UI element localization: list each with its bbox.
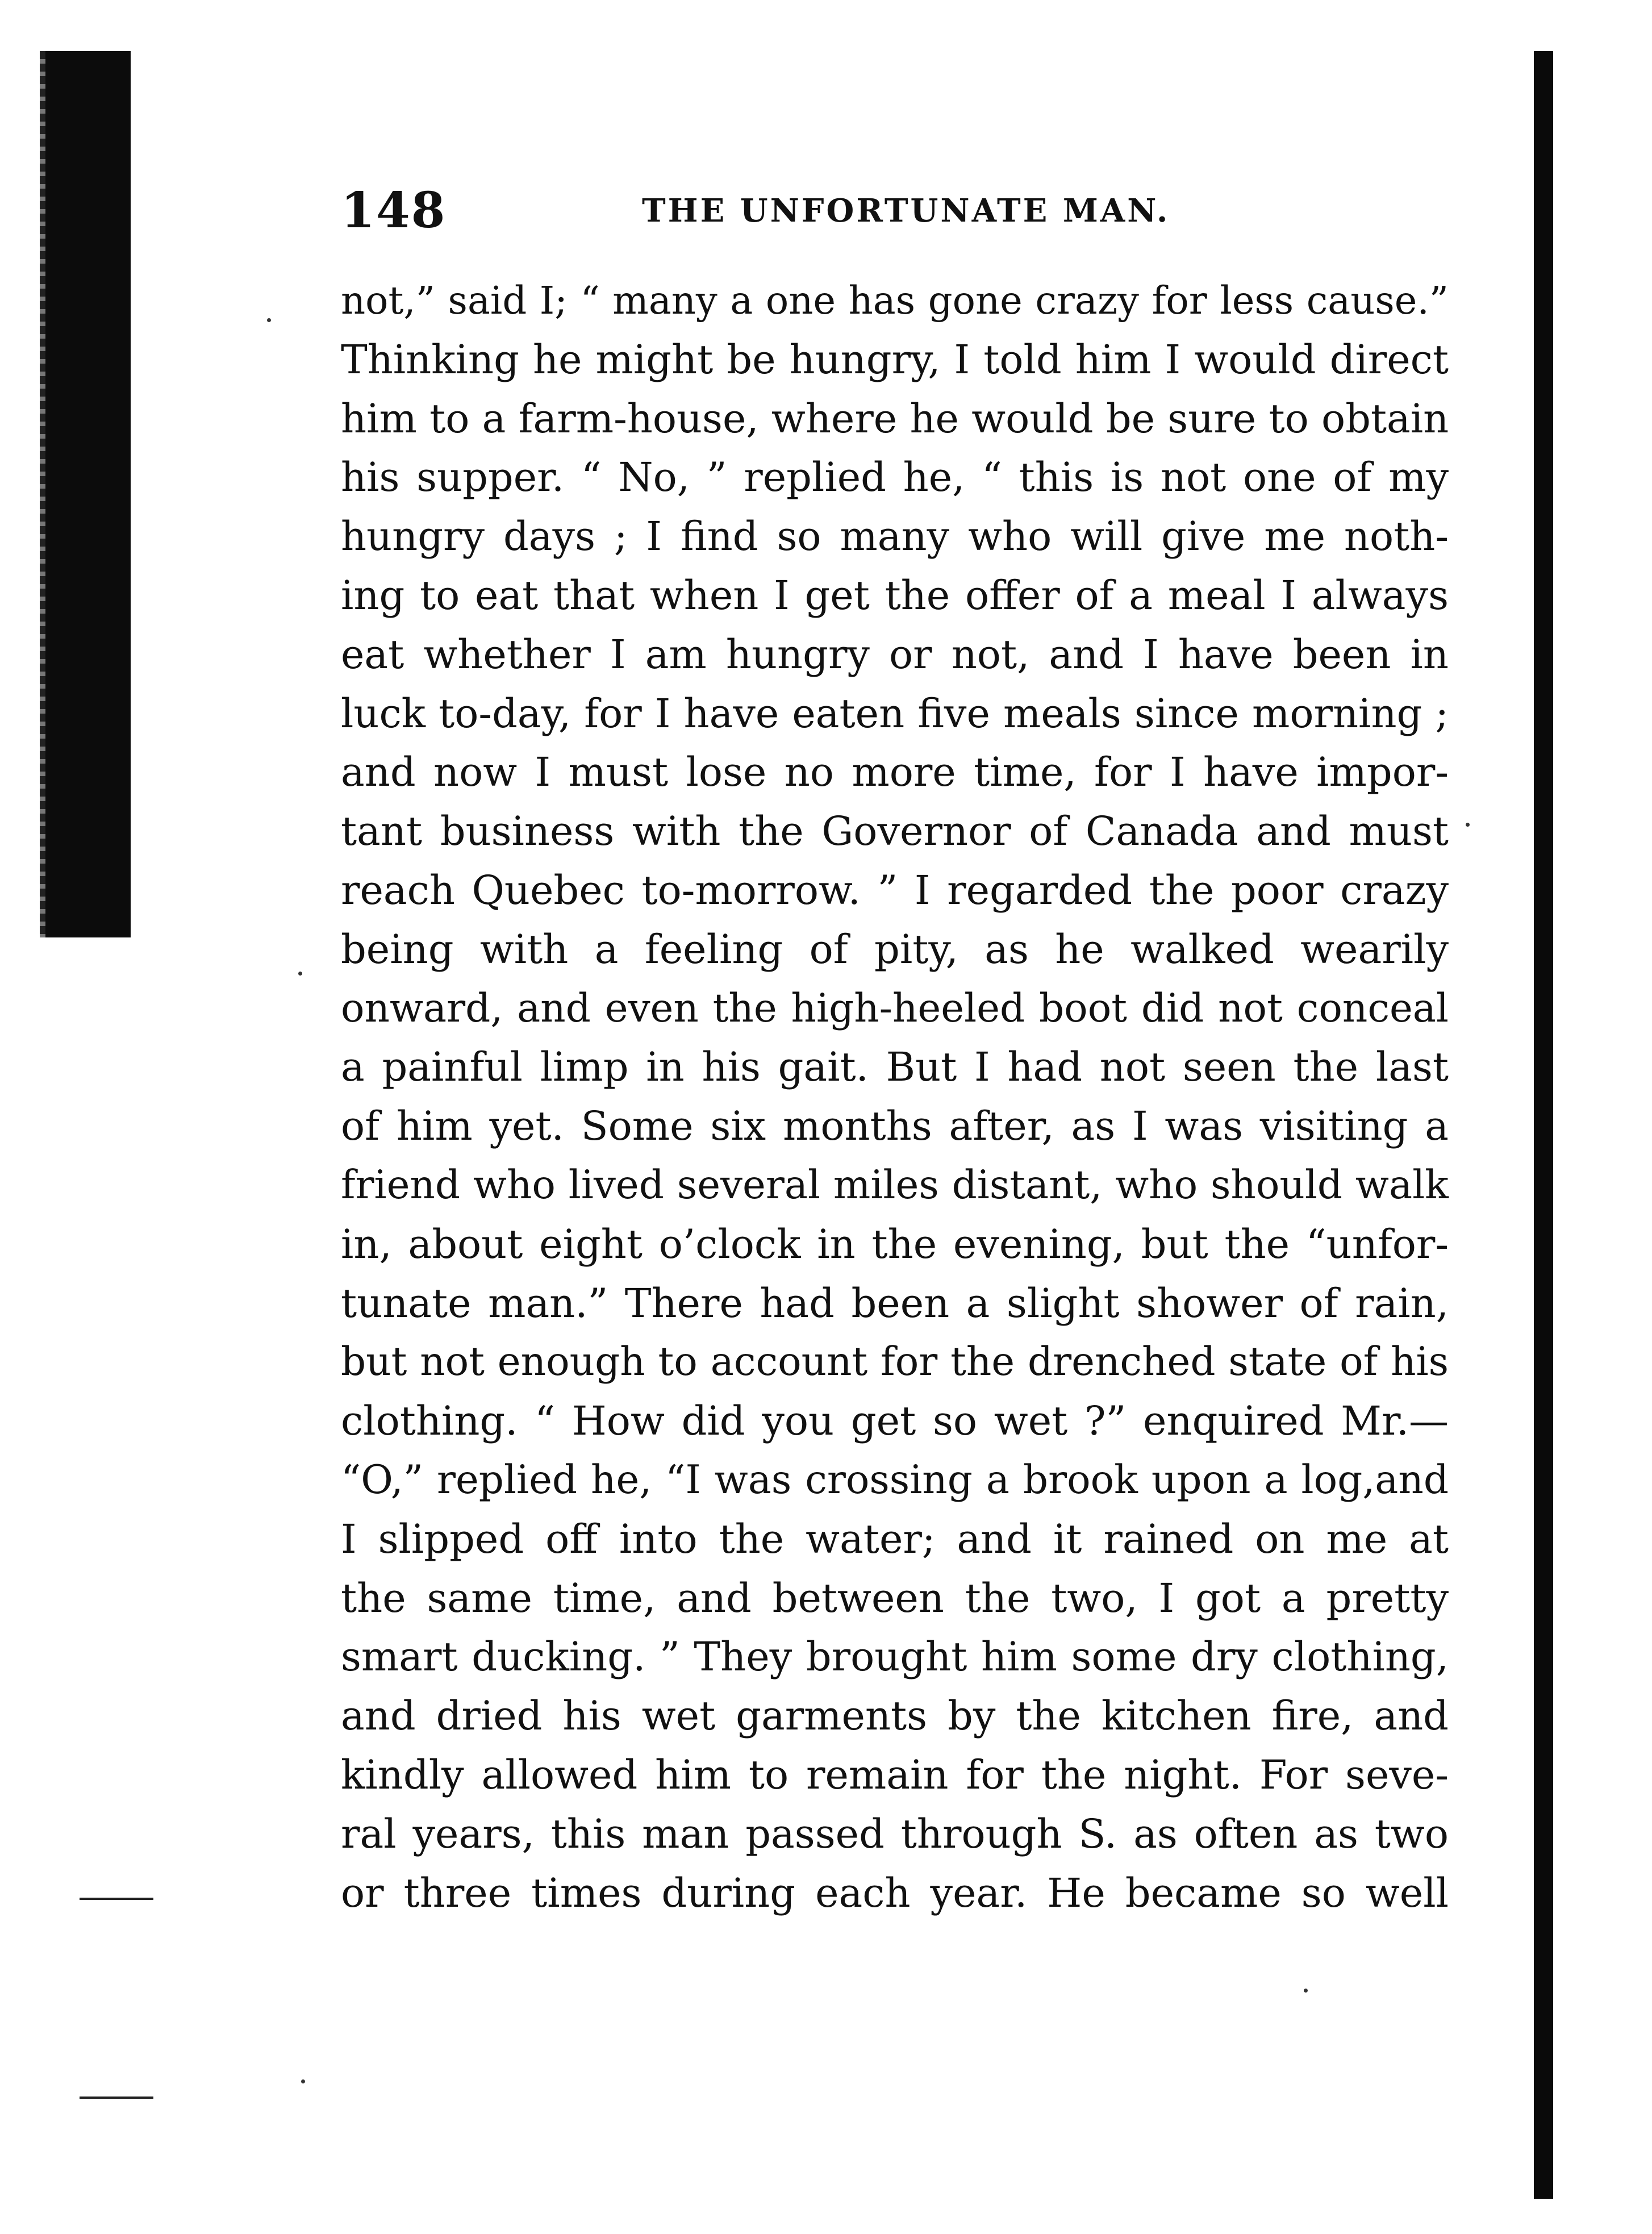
text-line: in, about eight o’clock in the evening, but the “unfor- (341, 1220, 1449, 1268)
text-line: clothing. “ How did you get so wet ?” enquired Mr.— (341, 1398, 1449, 1445)
page-number: 148 (341, 182, 447, 239)
text-line: tunate man.” There had been a slight shower of rain, (341, 1279, 1449, 1327)
text-line: onward, and even the high-heeled boot did not conceal (341, 985, 1449, 1031)
text-line: or three times during each year. He became so well (341, 1869, 1449, 1916)
text-line: of him yet. Some six months after, as I was visiting a (341, 1103, 1449, 1150)
scan-speck (267, 318, 271, 322)
text-line: not,” said I; “ many a one has gone crazy for less cause.” (341, 278, 1449, 323)
page-header (341, 182, 1363, 250)
text-line: but not enough to account for the drenched state of his (341, 1339, 1449, 1385)
margin-rule (80, 2097, 153, 2099)
running-head: THE UNFORTUNATE MAN. (642, 192, 1170, 230)
text-line: a painful limp in his gait. But I had not seen the last (341, 1044, 1449, 1091)
scan-speck (298, 972, 302, 976)
scan-speck (1466, 823, 1470, 827)
text-line: kindly allowed him to remain for the night. For seve- (341, 1751, 1449, 1798)
text-line: him to a farm-house, where he would be sure to obtain (341, 395, 1449, 442)
scan-edge-bar-left (45, 51, 131, 937)
text-line: smart ducking. ” They brought him some dry clothing, (341, 1633, 1449, 1681)
scan-speck (301, 2079, 305, 2083)
text-line: being with a feeling of pity, as he walked wearily (341, 926, 1449, 973)
text-line: luck to-day, for I have eaten five meals since morning ; (341, 690, 1449, 737)
text-line: and dried his wet garments by the kitchen fire, and (341, 1693, 1449, 1740)
text-line: eat whether I am hungry or not, and I have been in (341, 631, 1449, 678)
text-line: ral years, this man passed through S. as often as two (341, 1810, 1449, 1857)
scan-speck (1304, 1989, 1308, 1993)
body-text (341, 272, 1449, 1923)
text-line: hungry days ; I find so many who will give me noth- (341, 513, 1449, 560)
text-line: “O,” replied he, “I was crossing a brook upon a log,and (341, 1457, 1449, 1503)
text-line: ing to eat that when I get the offer of a meal I always (341, 572, 1449, 619)
text-line: Thinking he might be hungry, I told him I would direct (341, 336, 1449, 383)
text-line: friend who lived several miles distant, who should walk (341, 1162, 1449, 1208)
text-line: the same time, and between the two, I got a pretty (341, 1574, 1449, 1622)
margin-rule (80, 1898, 153, 1900)
text-line: I slipped off into the water; and it rained on me at (341, 1515, 1449, 1562)
text-line: his supper. “ No, ” replied he, “ this is not one of my (341, 454, 1449, 501)
text-line: reach Quebec to-morrow. ” I regarded the poor crazy (341, 866, 1449, 914)
scan-edge-bar-right (1534, 51, 1553, 2199)
text-line: tant business with the Governor of Canada and must (341, 808, 1449, 855)
text-line: and now I must lose no more time, for I have impor- (341, 749, 1449, 796)
